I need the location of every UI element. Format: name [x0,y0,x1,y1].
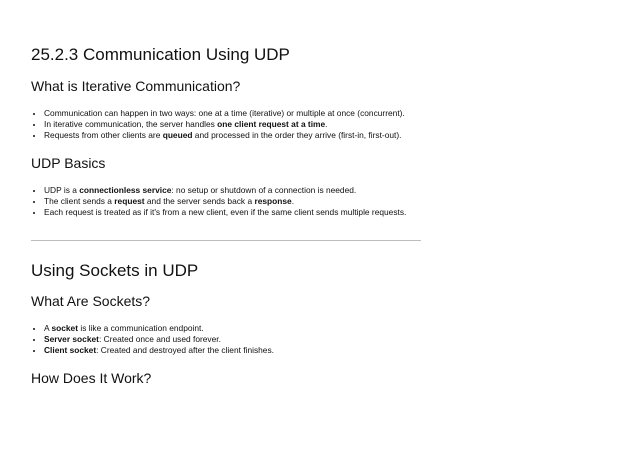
text-run: In iterative communication, the server handles [44,119,218,129]
text-run: Each request is treated as if it's from a new client, even if the same client sends multiple requests. [44,207,407,217]
bold-text: response [254,196,292,206]
bold-text: Server socket [44,334,99,344]
bold-text: connectionless service [79,185,172,195]
text-run: Communication can happen in two ways: one at a time (iterative) or multiple at once (concurrent). [44,108,405,118]
list-item [44,119,405,130]
text-run: and the server sends back a [144,196,255,206]
text-run: A [44,323,52,333]
heading-udp-basics: UDP Basics [31,155,106,171]
list-item [44,108,405,119]
bold-text: request [114,196,145,206]
text-run: is like a communication endpoint. [78,323,204,333]
text-run: : Created once and used forever. [98,334,221,344]
section-divider [31,240,421,241]
section-title-udp-communication: 25.2.3 Communication Using UDP [31,45,290,64]
list-iterative-communication [31,108,405,141]
text-run: : Created and destroyed after the client finishes. [96,345,274,355]
list-item [44,207,406,218]
text-run: . [325,119,328,129]
list-what-are-sockets [31,323,274,356]
bold-text: one client request at a time [217,119,326,129]
list-item [44,345,274,356]
bold-text: queued [162,130,193,140]
heading-iterative-communication: What is Iterative Communication? [31,78,241,94]
list-item [44,196,406,207]
section-title-using-sockets: Using Sockets in UDP [31,261,199,280]
list-item [44,130,405,141]
list-item [44,334,274,345]
list-item [44,323,274,334]
text-run: . [291,196,295,206]
text-run: UDP is a [44,185,80,195]
heading-what-are-sockets: What Are Sockets? [31,293,151,309]
list-item [44,185,406,196]
bold-text: Client socket [44,345,97,355]
text-run: The client sends a [44,196,115,206]
text-run: Requests from other clients are [44,130,163,140]
text-run: and processed in the order they arrive (first-in, first-out). [192,130,402,140]
bold-text: socket [51,323,78,333]
list-udp-basics [31,185,406,218]
heading-how-does-it-work: How Does It Work? [31,370,152,386]
text-run: : no setup or shutdown of a connection is needed. [171,185,357,195]
